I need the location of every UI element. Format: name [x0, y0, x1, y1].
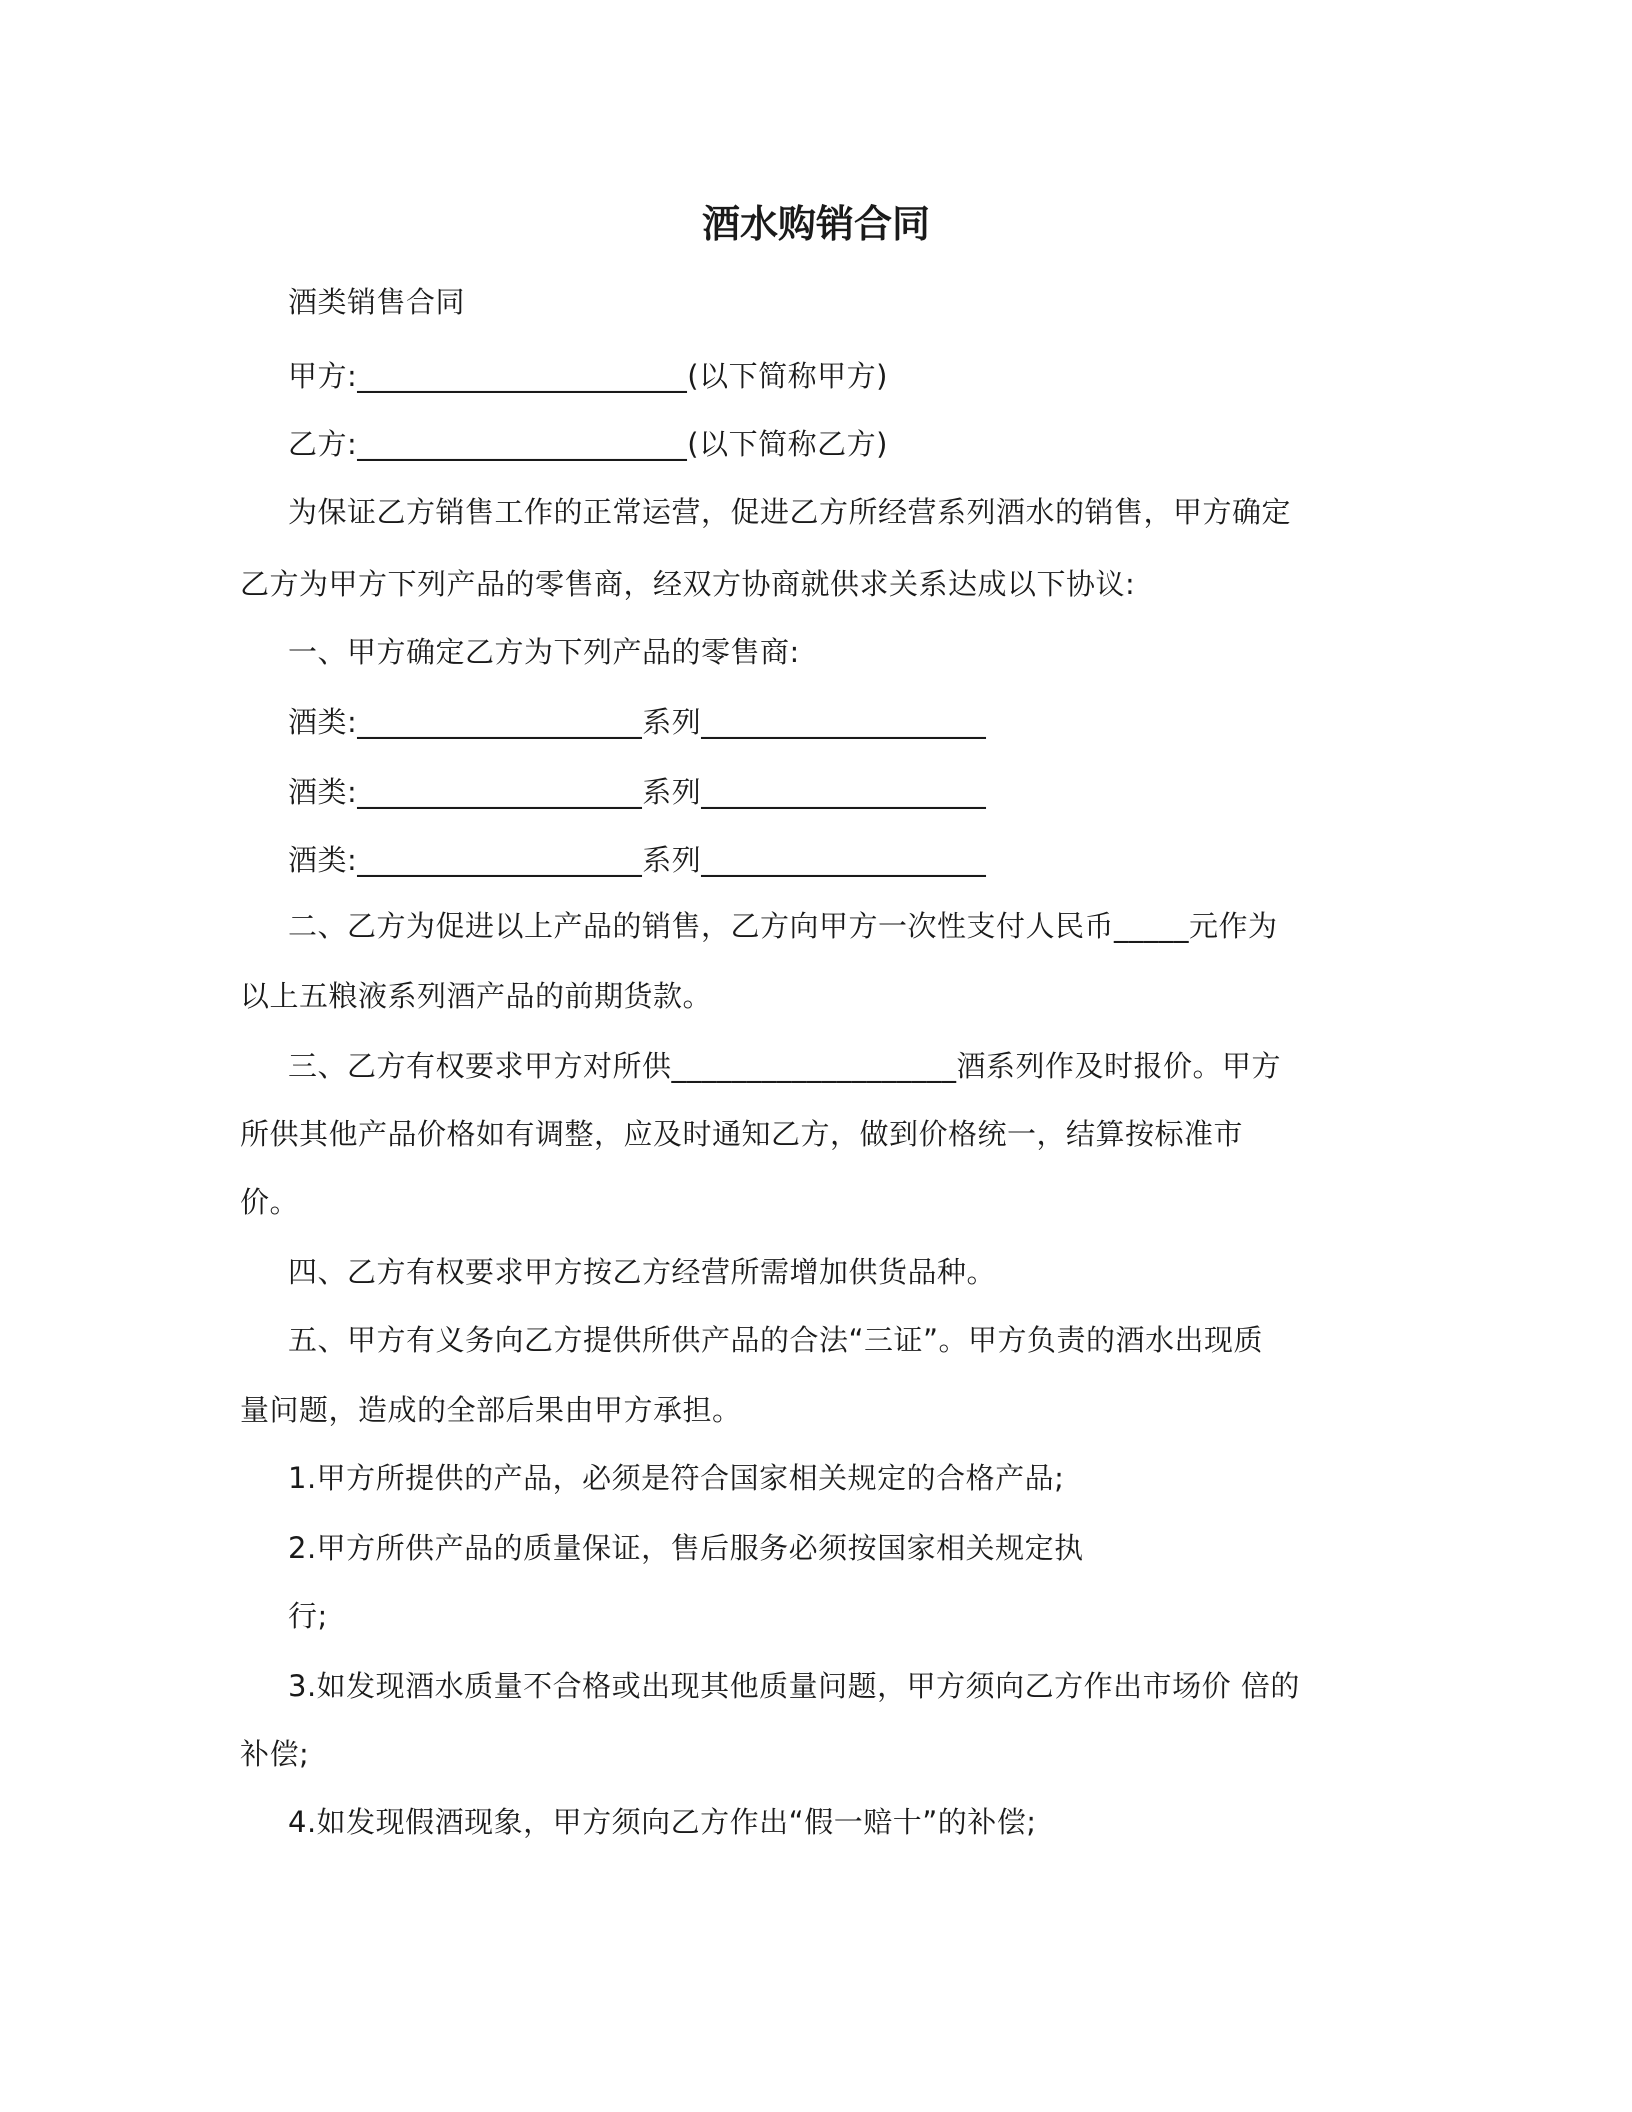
party-a-line: 甲方:______________________(以下简称甲方)	[288, 359, 888, 393]
clause-5-line: 量问题，造成的全部后果由甲方承担。	[240, 1393, 742, 1427]
clause-3-line: 三、乙方有权要求甲方对所供___________________酒系列作及时报价。甲方	[288, 1049, 1282, 1083]
clause-4-line: 四、乙方有权要求甲方按乙方经营所需增加供货品种。	[288, 1255, 997, 1289]
sub-item-line: 1.甲方所提供的产品，必须是符合国家相关规定的合格产品;	[288, 1461, 1065, 1495]
product-line: 酒类:___________________系列___________________	[288, 705, 987, 739]
paragraph-line: 乙方为甲方下列产品的零售商，经双方协商就供求关系达成以下协议:	[240, 567, 1136, 601]
product-line: 酒类:___________________系列___________________	[288, 843, 987, 877]
clause-1-line: 一、甲方确定乙方为下列产品的零售商:	[288, 635, 800, 669]
paragraph-line: 为保证乙方销售工作的正常运营，促进乙方所经营系列酒水的销售，甲方确定	[288, 495, 1292, 529]
sub-item-line: 2.甲方所供产品的质量保证，售后服务必须按国家相关规定执	[288, 1531, 1084, 1565]
sub-item-line: 3.如发现酒水质量不合格或出现其他质量问题，甲方须向乙方作出市场价 倍的	[288, 1669, 1300, 1703]
party-b-line: 乙方:______________________(以下简称乙方)	[288, 427, 888, 461]
subtitle-line: 酒类销售合同	[288, 285, 466, 319]
product-line: 酒类:___________________系列___________________	[288, 775, 987, 809]
sub-item-line: 补偿;	[240, 1737, 310, 1771]
clause-3-line: 所供其他产品价格如有调整，应及时通知乙方，做到价格统一，结算按标准市	[240, 1117, 1244, 1151]
clause-2-line: 以上五粮液系列酒产品的前期货款。	[240, 979, 713, 1013]
document-title: 酒水购销合同	[701, 202, 930, 246]
clause-2-line: 二、乙方为促进以上产品的销售，乙方向甲方一次性支付人民币_____元作为	[288, 909, 1278, 943]
sub-item-line: 行;	[288, 1599, 328, 1633]
clause-5-line: 五、甲方有义务向乙方提供所供产品的合法“三证”。甲方负责的酒水出现质	[288, 1323, 1264, 1357]
sub-item-line: 4.如发现假酒现象，甲方须向乙方作出“假一赔十”的补偿;	[288, 1805, 1037, 1839]
clause-3-line: 价。	[240, 1185, 300, 1219]
